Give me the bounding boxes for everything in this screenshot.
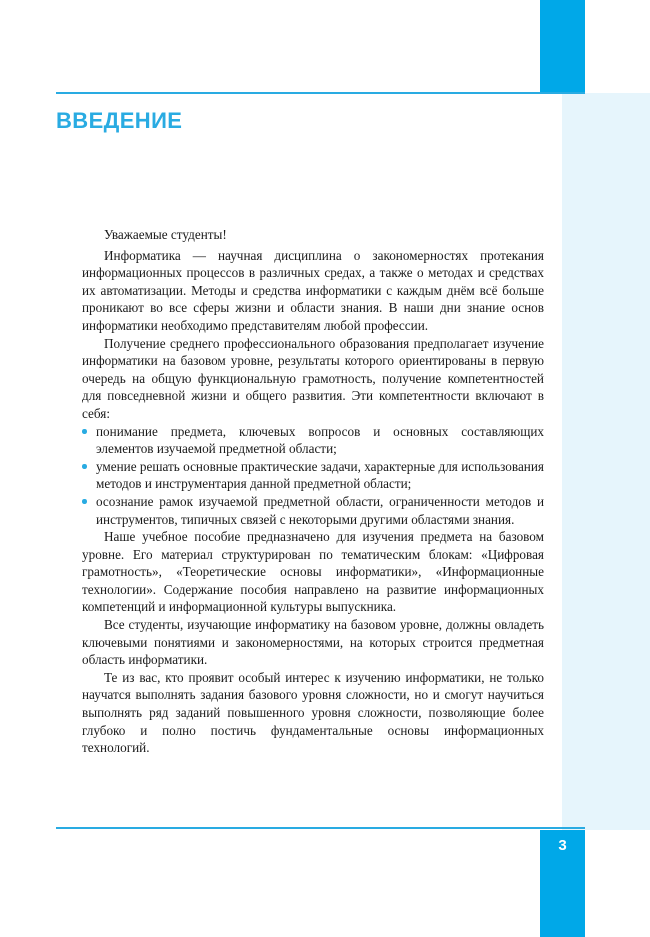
list-item (82, 423, 544, 458)
header-rule (56, 92, 585, 94)
intro-paragraph-2: Получение среднего профессионального образования предполагает изучение информатики на базовом уровне, результаты которого ориентированы в первую очередь на общую функциональную грамотность, получение компетентностей для повседневной жизни и общего развития. Эти компетентности включают в себя: (82, 335, 544, 421)
intro-paragraph-5: Те из вас, кто проявит особый интерес к изучению информатики, не только научатся выполнять задания базового уровня сложности, но и смогут научиться выполнять ряд заданий повышенного уровня сложности, позволяющие более глубоко и полно постичь фундаментальные основы информационных технологий. (82, 669, 544, 756)
salutation-paragraph: Уважаемые студенты! (104, 227, 227, 242)
intro-paragraph-1: Информатика — научная дисциплина о закономерностях протекания информационных процессов в различных средах, а также о методах и средствах их автоматизации. Методы и средства информатики с каждым днём всё больше проникают во все сферы жизни и области знания. В наши дни знание основ информатики необходимо представителям любой профессии. (82, 247, 544, 333)
header-accent-block (540, 0, 585, 94)
footer-rule (56, 827, 585, 829)
list-item-label: умение решать основные практические задачи, характерные для использования методов и инструментария данной предметной области; (96, 458, 544, 492)
competency-list (82, 423, 544, 529)
bullet-dot-icon (82, 429, 87, 434)
page-number: 3 (558, 837, 567, 854)
intro-paragraph-3: Наше учебное пособие предназначено для изучения предмета на базовом уровне. Его материал структурирован по тематическим блокам: «Цифровая грамотность», «Теоретические основы информатики», «Информационные технологии». Содержание пособия направлено на развитие информационных компетенций и информационной культуры выпускника. (82, 529, 544, 615)
body-text-column (82, 226, 544, 757)
list-item-label: осознание рамок изучаемой предметной области, ограниченности методов и инструментов, типичных связей с некоторыми другими областями знания. (96, 493, 544, 527)
list-item (82, 493, 544, 528)
page-title: ВВЕДЕНИЕ (56, 108, 183, 133)
bullet-dot-icon (82, 499, 87, 504)
right-margin-band (562, 93, 650, 830)
bullet-dot-icon (82, 464, 87, 469)
intro-paragraph-4: Все студенты, изучающие информатику на базовом уровне, должны овладеть ключевыми понятиями и закономерностями, на которых строится предметная область информатики. (82, 617, 544, 668)
list-item-label: понимание предмета, ключевых вопросов и основных составляющих элементов изучаемой предметной области; (96, 423, 544, 457)
list-item (82, 458, 544, 493)
